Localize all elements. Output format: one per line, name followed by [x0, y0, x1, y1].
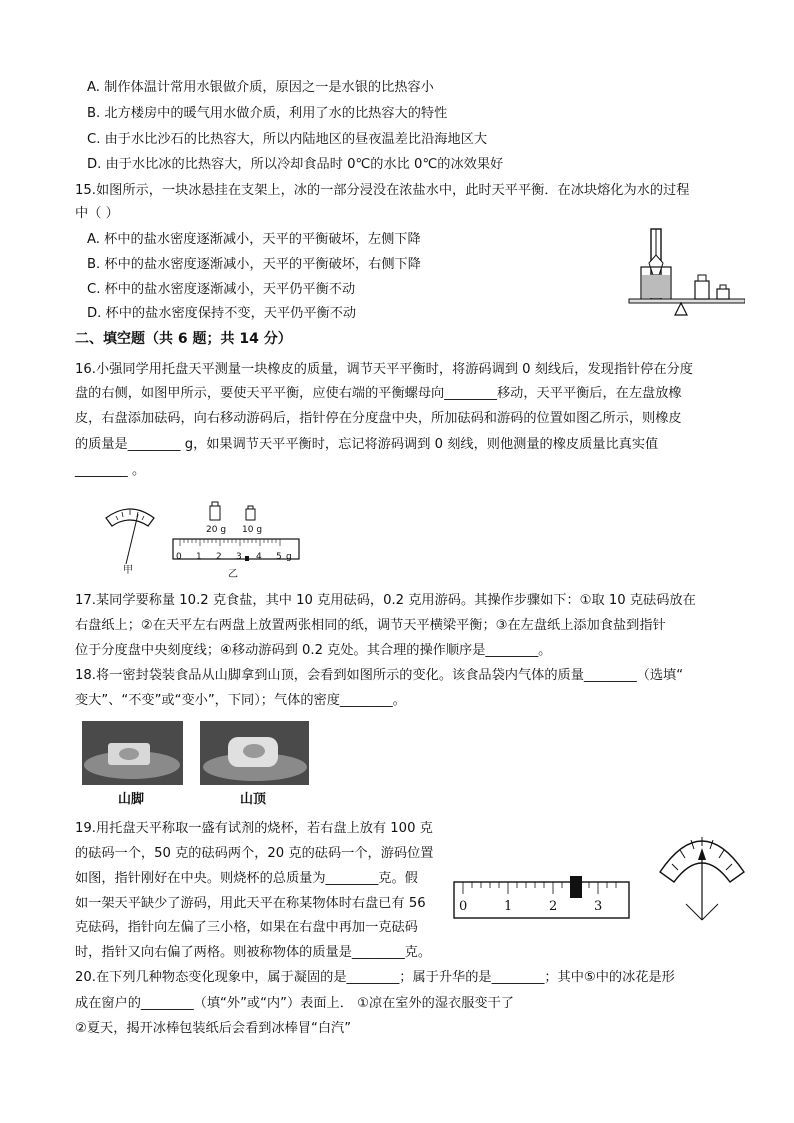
q20-line-1: 20.在下列几种物态变化现象中，属于凝固的是________；属于升华的是________；其中⑤中的冰花是形: [75, 970, 675, 985]
q19-line-4: 如一架天平缺少了游码，用此天平在称某物体时右盘已有 56: [75, 896, 426, 911]
q16-dial-figure: [100, 500, 160, 570]
tick-label: g: [286, 552, 292, 562]
tick-label: 3: [236, 552, 242, 562]
q15-option-b: B. 杯中的盐水密度逐渐减小，天平的平衡破坏，右侧下降: [87, 257, 421, 272]
tick-label: 4: [256, 552, 262, 562]
fig-label-jia: 甲: [123, 565, 133, 576]
q20-line-2: 成在窗户的________（填“外”或“内”）表面上． ①凉在室外的湿衣服变干了: [75, 996, 514, 1011]
tick-label: 2: [216, 552, 222, 562]
weight-20g-label: 20 g: [206, 525, 227, 535]
q20-line-3: ②夏天，揭开冰棒包装纸后会看到冰棒冒“白汽”: [75, 1021, 352, 1036]
q15-stem-cont: 中（ ）: [75, 206, 119, 221]
q16-line-3: 皮，右盘添加砝码，向右移动游码后，指针停在分度盘中央，所加砝码和游码的位置如图乙所示，则橡皮: [75, 411, 682, 426]
q19-line-5: 克砝码，指针向左偏了三小格，如果在右盘中再加一克砝码: [75, 920, 418, 935]
photo-mountain-top: [200, 721, 309, 785]
q16-line-4: 的质量是________ g，如果调节天平平衡时，忘记将游码调到 0 刻线，则他测量的橡皮质量比真实值: [75, 437, 659, 452]
q17-line-1: 17.某同学要称量 10.2 克食盐，其中 10 克用砝码，0.2 克用游码。其操作步骤如下：①取 10 克砝码放在: [75, 593, 696, 608]
q16-scale-ticks: [172, 548, 302, 562]
q14-option-b: B. 北方楼房中的暖气用水做介质，利用了水的比热容大的特性: [87, 106, 448, 121]
q17-line-2: 右盘纸上；②在天平左右两盘上放置两张相同的纸，调节天平横梁平衡；③在左盘纸上添加食盐到指针: [75, 618, 666, 633]
tick-label: 0: [459, 899, 468, 914]
q19-scale-ticks: [453, 898, 631, 916]
tick-label: 1: [504, 899, 513, 914]
q14-option-d: D. 由于水比冰的比热容大，所以冷却食品时 0℃的水比 0℃的冰效果好: [87, 157, 504, 172]
q16-line-5: ________ 。: [75, 463, 146, 478]
weight-20g-icon: [205, 500, 225, 522]
q18-line-2: 变大”、“不变”或“变小”，下同）；气体的密度________。: [75, 693, 406, 708]
q18-line-1: 18.将一密封袋装食品从山脚拿到山顶，会看到如图所示的变化。该食品袋内气体的质量________（选填“: [75, 668, 684, 683]
photo-foot-of-mountain: [82, 721, 183, 785]
q16-line-2: 盘的右侧，如图甲所示，要使天平平衡，应使右端的平衡螺母向________移动，天平平衡后，在左盘放橡: [75, 386, 682, 401]
weight-10g-icon: [242, 504, 260, 522]
section-title: 二、填空题（共 6 题；共 14 分）: [75, 331, 292, 347]
q15-option-a: A. 杯中的盐水密度逐渐减小，天平的平衡破坏，左侧下降: [87, 232, 421, 247]
q19-line-1: 19.用托盘天平称取一盛有试剂的烧杯，若右盘上放有 100 克: [75, 821, 433, 836]
q19-line-3: 如图，指针刚好在中央。则烧杯的总质量为________克。假: [75, 871, 418, 886]
q15-option-c: C. 杯中的盐水密度逐渐减小，天平仍平衡不动: [87, 282, 356, 297]
q17-line-3: 位于分度盘中央刻度线；④移动游码到 0.2 克处。其合理的操作顺序是________。: [75, 643, 552, 658]
q15-option-d: D. 杯中的盐水密度保持不变，天平仍平衡不动: [87, 306, 357, 321]
tick-label: 2: [549, 899, 558, 914]
q14-option-c: C. 由于水比沙石的比热容大，所以内陆地区的昼夜温差比沿海地区大: [87, 132, 488, 147]
tick-label: 1: [196, 552, 202, 562]
fig-label-yi: 乙: [228, 569, 238, 580]
tick-label: 3: [594, 899, 603, 914]
weight-10g-label: 10 g: [242, 525, 263, 535]
q15-stem: 15.如图所示，一块冰悬挂在支架上，冰的一部分浸没在浓盐水中，此时天平平衡．在冰块熔化为水的过程: [75, 183, 690, 198]
q19-dial-figure: [656, 820, 748, 925]
q14-option-a: A. 制作体温计常用水银做介质，原因之一是水银的比热容小: [87, 80, 434, 95]
tick-label: 0: [176, 552, 182, 562]
q15-balance-figure: [625, 225, 745, 325]
q16-line-1: 16.小强同学用托盘天平测量一块橡皮的质量，调节天平平衡时，将游码调到 0 刻线后，发现指针停在分度: [75, 362, 693, 377]
q19-line-6: 时，指针又向右偏了两格。则被称物体的质量是________克。: [75, 945, 432, 960]
caption-top: 山顶: [240, 792, 267, 807]
caption-foot: 山脚: [118, 792, 145, 807]
q19-line-2: 的砝码一个，50 克的砝码两个，20 克的砝码一个，游码位置: [75, 846, 434, 861]
tick-label: 5: [276, 552, 282, 562]
